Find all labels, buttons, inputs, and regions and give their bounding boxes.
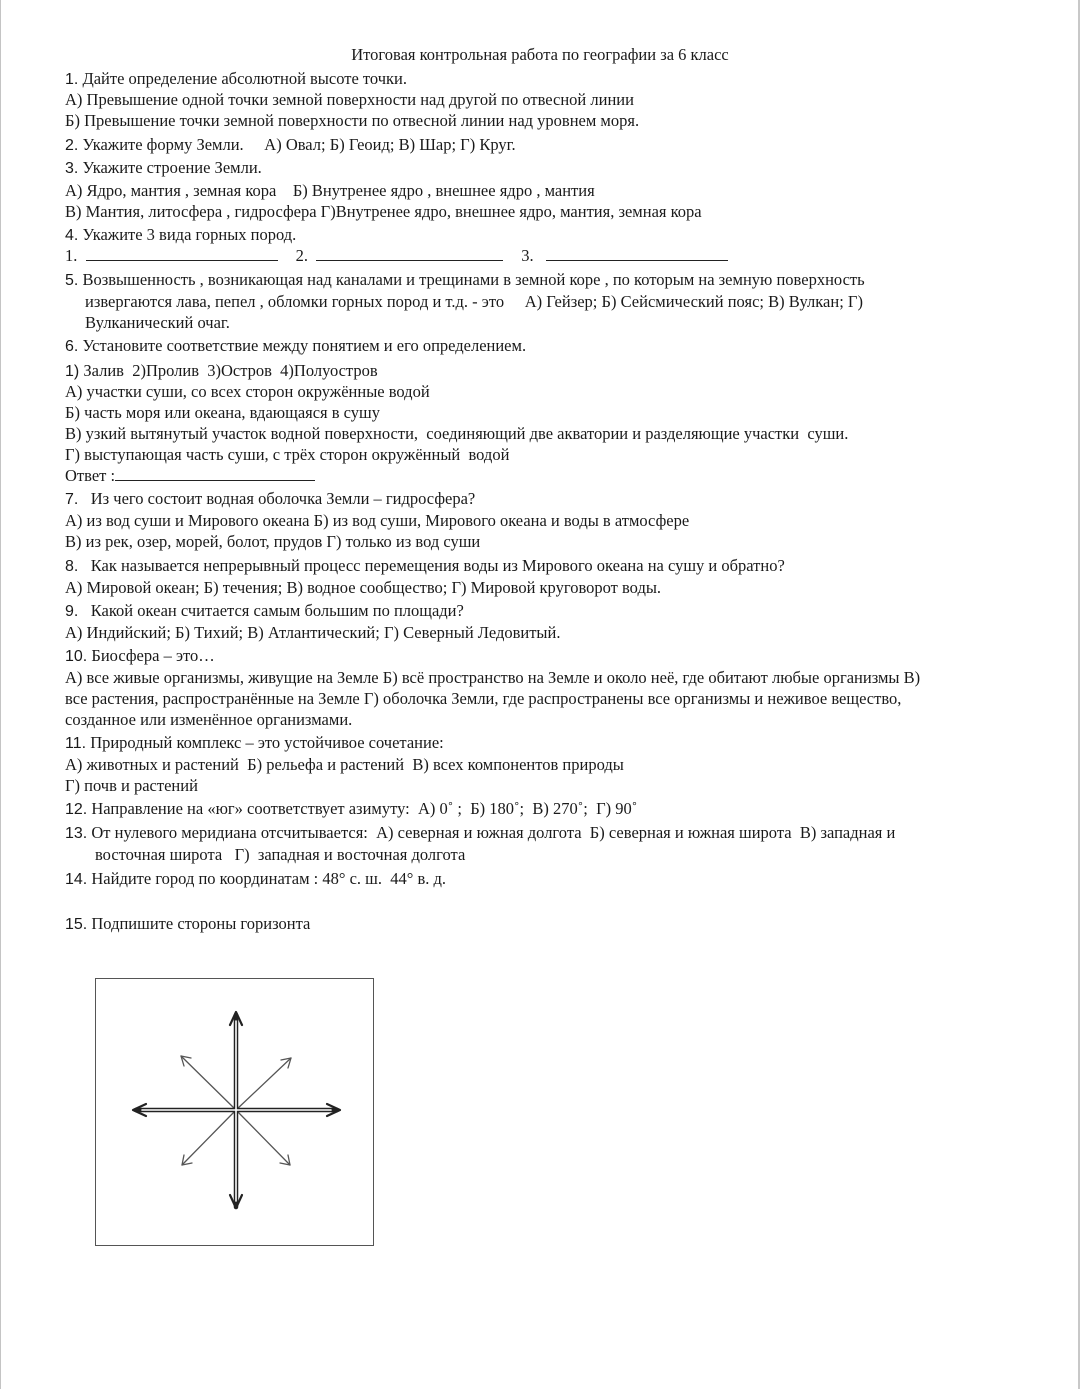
question-6 <box>65 336 526 357</box>
question-3-options-line-2: В) Мантия, литосфера , гидросфера Г)Внутренее ядро, внешнее ядро, мантия, земная кора <box>65 202 702 221</box>
answer-blank[interactable] <box>115 466 315 481</box>
question-3-options-line-1: А) Ядро, мантия , земная кора Б) Внутренее ядро , внешнее ядро , мантия <box>65 181 595 200</box>
blank-label-3: 3. <box>521 246 534 265</box>
question-text: Природный комплекс – это устойчивое сочетание: <box>86 733 444 752</box>
question-text: Укажите форму Земли. А) Овал; Б) Геоид; В) Шар; Г) Круг. <box>78 135 516 154</box>
question-number: 2. <box>65 137 79 154</box>
question-1-option-b: Б) Превышение точки земной поверхности по отвесной линии над уровнем моря. <box>65 111 640 130</box>
question-number: 13. <box>65 825 88 842</box>
question-13-line-2: восточная широта Г) западная и восточная долгота <box>95 845 466 864</box>
question-6-terms <box>65 361 378 382</box>
question-number: 6. <box>65 338 79 355</box>
question-10-options-line-2: все растения, распространённые на Земле Г) оболочка Земли, где распространены все организмы и неживое вещество, <box>65 689 902 708</box>
question-text: Найдите город по координатам : 48° с. ш. 44° в. д. <box>87 869 447 888</box>
question-5 <box>65 270 865 291</box>
question-2 <box>65 135 516 156</box>
question-11 <box>65 733 444 754</box>
question-number: 4. <box>65 227 79 244</box>
question-11-options-line-2: Г) почв и растений <box>65 776 198 795</box>
question-number: 10. <box>65 648 88 665</box>
question-text: Установите соответствие между понятием и его определением. <box>78 336 527 355</box>
arrow-south-east <box>236 1110 290 1165</box>
question-1 <box>65 69 407 90</box>
question-number: 1. <box>65 71 79 88</box>
arrow-south-west <box>182 1110 236 1165</box>
question-12 <box>65 799 637 820</box>
page-title: Итоговая контрольная работа по географии за 6 класс <box>351 45 729 64</box>
question-number: 11. <box>65 735 87 752</box>
question-text: Направление на «юг» соответствует азимуту: А) 0˚ ; Б) 180˚; В) 270˚; Г) 90˚ <box>87 799 638 818</box>
question-number: 8. <box>65 558 79 575</box>
question-9 <box>65 601 464 622</box>
question-10-options-line-1: А) все живые организмы, живущие на Земле Б) всё пространство на Земле и около неё, где обитают любые организмы В) <box>65 668 921 687</box>
question-number: 12. <box>65 801 88 818</box>
question-6-definition-a: А) участки суши, со всех сторон окружённые водой <box>65 382 430 401</box>
question-6-definition-c: В) узкий вытянутый участок водной поверхности, соединяющий две акватории и разделяющие участки суши. <box>65 424 849 443</box>
question-text: Как называется непрерывный процесс перемещения воды из Мирового океана на сушу и обратно? <box>78 556 785 575</box>
question-number: 3. <box>65 160 79 177</box>
question-text: Укажите строение Земли. <box>78 158 262 177</box>
question-number: 5. <box>65 272 79 289</box>
question-6-answer <box>65 466 315 486</box>
question-6-definition-d: Г) выступающая часть суши, с трёх сторон окружённый водой <box>65 445 510 464</box>
question-8 <box>65 556 785 577</box>
question-text: Дайте определение абсолютной высоте точки. <box>78 69 407 88</box>
blank-label-2: 2. <box>295 246 308 265</box>
blank-label-1: 1. <box>65 246 78 265</box>
answer-blank-3[interactable] <box>546 246 728 261</box>
question-6-definition-b: Б) часть моря или океана, вдающаяся в сушу <box>65 403 380 422</box>
question-1-option-a: А) Превышение одной точки земной поверхности над другой по отвесной линии <box>65 90 634 109</box>
question-7-options-line-2: В) из рек, озер, морей, болот, прудов Г) только из вод суши <box>65 532 481 551</box>
question-number: 14. <box>65 871 88 888</box>
question-15 <box>65 914 310 935</box>
question-3 <box>65 158 262 179</box>
question-5-line-3: Вулканический очаг. <box>85 313 230 332</box>
question-8-options: А) Мировой океан; Б) течения; В) водное сообщество; Г) Мировой круговорот воды. <box>65 578 662 597</box>
question-10-options-line-3: созданное или изменённое организмами. <box>65 710 353 729</box>
question-5-line-2: извергаются лава, пепел , обломки горных пород и т.д. - это А) Гейзер; Б) Сейсмический пояс; В) Вулкан; Г) <box>85 292 863 311</box>
question-14 <box>65 869 446 890</box>
compass-diagram-box <box>95 978 374 1246</box>
question-text: Какой океан считается самым большим по площади? <box>78 601 464 620</box>
question-4-answer-blanks <box>65 246 728 266</box>
question-7-options-line-1: А) из вод суши и Мирового океана Б) из вод суши, Мирового океана и воды в атмосфере <box>65 511 690 530</box>
question-4 <box>65 225 296 246</box>
terms-text: Залив 2)Пролив 3)Остров 4)Полуостров <box>79 361 378 380</box>
question-13 <box>65 823 895 844</box>
question-text: Подпишите стороны горизонта <box>87 914 311 933</box>
question-text: Биосфера – это… <box>87 646 215 665</box>
question-11-options-line-1: А) животных и растений Б) рельефа и растений В) всех компонентов природы <box>65 755 624 774</box>
question-number: 7. <box>65 491 79 508</box>
question-7 <box>65 489 475 510</box>
question-text: Из чего состоит водная оболочка Земли – гидросфера? <box>78 489 476 508</box>
question-text: Укажите 3 вида горных пород. <box>78 225 297 244</box>
answer-blank-1[interactable] <box>86 246 278 261</box>
term-number: 1) <box>65 363 80 380</box>
question-text: Возвышенность , возникающая над каналами и трещинами в земной коре , по которым на земную поверхность <box>78 270 865 289</box>
question-number: 9. <box>65 603 79 620</box>
answer-label: Ответ : <box>65 466 116 485</box>
question-9-options: А) Индийский; Б) Тихий; В) Атлантический; Г) Северный Ледовитый. <box>65 623 561 642</box>
answer-blank-2[interactable] <box>316 246 503 261</box>
compass-rose-icon <box>96 979 373 1245</box>
question-number: 15. <box>65 916 88 933</box>
question-text: От нулевого меридиана отсчитывается: А) северная и южная долгота Б) северная и южная широта В) западная и <box>87 823 896 842</box>
arrow-north-east <box>236 1058 291 1110</box>
question-10 <box>65 646 215 667</box>
arrow-north-west <box>181 1056 236 1110</box>
page-edge-left <box>0 0 1 1389</box>
